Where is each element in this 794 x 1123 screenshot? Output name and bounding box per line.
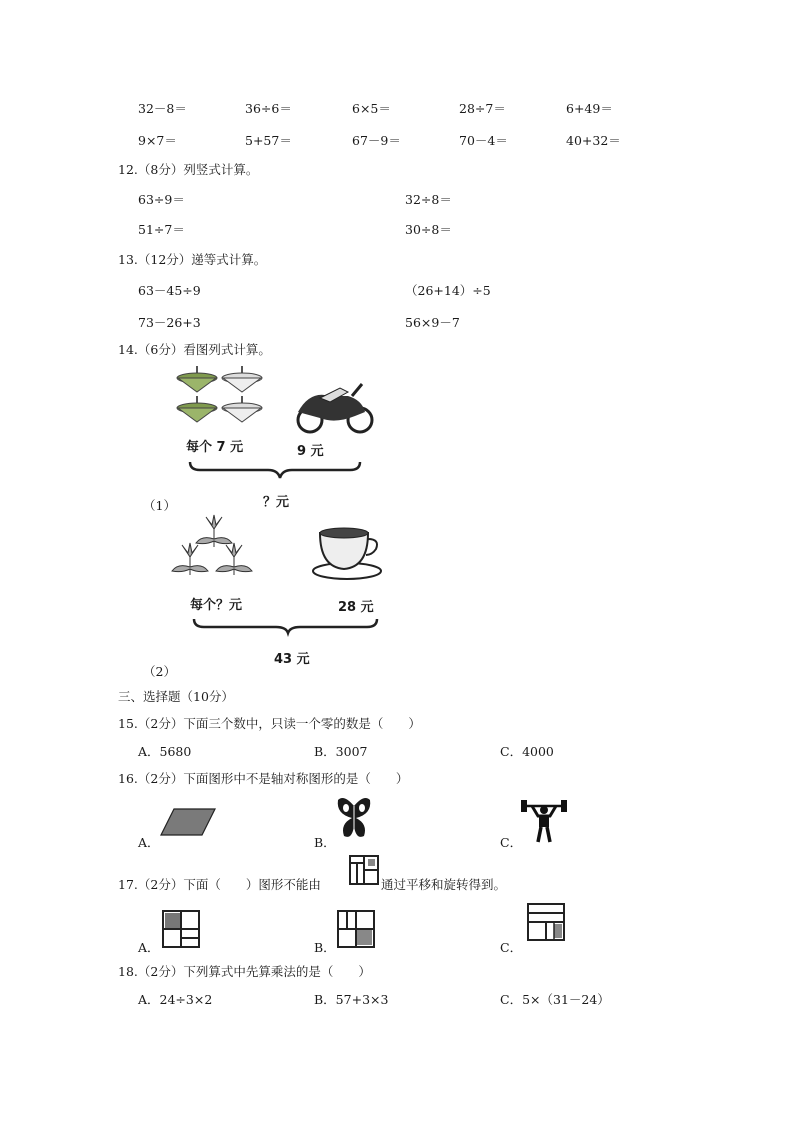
spinning-top-icon	[177, 366, 217, 392]
oral-row1-5: 6+49＝	[566, 101, 613, 116]
oral-row1-3: 6×5＝	[352, 101, 391, 116]
q12-item-4: 30÷8＝	[405, 222, 452, 237]
oral-row2-1: 9×7＝	[138, 133, 177, 148]
q16-title: 16.（2分）下面图形中不是轴对称图形的是（ ）	[118, 771, 409, 786]
q16-option-b[interactable]: B．	[314, 835, 336, 850]
q17-option-b[interactable]: B．	[314, 940, 336, 955]
motorcycle-icon	[298, 384, 372, 432]
oral-row2-4: 70－4＝	[459, 133, 508, 148]
q13-item-3: 73－26+3	[138, 315, 201, 330]
q12-item-1: 63÷9＝	[138, 192, 185, 207]
q14-p1-moto-price: 9 元	[297, 444, 324, 459]
teacup-icon	[313, 528, 381, 579]
q18-option-c[interactable]: C．5×（31－24）	[500, 992, 610, 1007]
q16-option-a[interactable]: A．	[138, 835, 160, 850]
q18-option-a[interactable]: A．24÷3×2	[138, 992, 213, 1007]
oral-row1-2: 36÷6＝	[245, 101, 292, 116]
q15-option-b[interactable]: B．3007	[314, 744, 368, 759]
parallelogram-icon	[160, 808, 216, 836]
q13-item-4: 56×9－7	[405, 315, 460, 330]
oral-row1-4: 28÷7＝	[459, 101, 506, 116]
q17-shape-c-icon	[527, 903, 565, 941]
q14-p1-total: ？元	[263, 495, 290, 510]
q14-p2-picture	[172, 515, 382, 635]
spinning-top-icon	[222, 366, 262, 392]
q12-item-3: 51÷7＝	[138, 222, 185, 237]
q12-title: 12.（8分）列竖式计算。	[118, 162, 259, 177]
q18-option-b[interactable]: B．57+3×3	[314, 992, 389, 1007]
q17-option-a[interactable]: A．	[138, 940, 160, 955]
brace-line	[190, 462, 360, 478]
q13-item-1: 63－45÷9	[138, 283, 201, 298]
q14-p2-each-price: 每个？元	[190, 598, 243, 613]
q15-option-a[interactable]: A．5680	[138, 744, 192, 759]
q17-shape-b-icon	[337, 910, 375, 948]
spinning-top-icon	[222, 396, 262, 422]
flower-icon	[172, 543, 208, 575]
oral-row2-5: 40+32＝	[566, 133, 621, 148]
q17-shape-a-icon	[162, 910, 200, 948]
brace-line	[194, 619, 377, 633]
q18-title: 18.（2分）下列算式中先算乘法的是（ ）	[118, 964, 371, 979]
q14-p1-label: （1）	[143, 498, 176, 513]
q13-title: 13.（12分）递等式计算。	[118, 252, 267, 267]
spinning-top-icon	[177, 396, 217, 422]
q14-title: 14.（6分）看图列式计算。	[118, 342, 271, 357]
q15-title: 15.（2分）下面三个数中，只读一个零的数是（ ）	[118, 716, 421, 731]
oral-row2-2: 5+57＝	[245, 133, 292, 148]
flower-icon	[196, 515, 232, 547]
section-title: 三、选择题（10分）	[118, 689, 234, 704]
q17-option-c[interactable]: C．	[500, 940, 523, 955]
q12-item-2: 32÷8＝	[405, 192, 452, 207]
reference-tile-icon	[349, 855, 379, 885]
q15-option-c[interactable]: C．4000	[500, 744, 554, 759]
q17-title-pre: 17.（2分）下面（ ）图形不能由	[118, 877, 321, 892]
oral-row1-1: 32－8＝	[138, 101, 187, 116]
q14-p2-total: 43 元	[274, 652, 310, 667]
q16-option-c[interactable]: C．	[500, 835, 523, 850]
q14-p1-each-price: 每个 7 元	[186, 440, 244, 455]
oral-row2-3: 67－9＝	[352, 133, 401, 148]
q14-p2-label: （2）	[143, 664, 176, 679]
q14-p2-cup-price: 28 元	[338, 600, 374, 615]
weightlifter-icon	[520, 794, 568, 844]
q17-title-post: 通过平移和旋转得到。	[381, 877, 507, 892]
butterfly-icon	[336, 796, 372, 840]
flower-icon	[216, 543, 252, 575]
q13-item-2: （26+14）÷5	[405, 283, 491, 298]
